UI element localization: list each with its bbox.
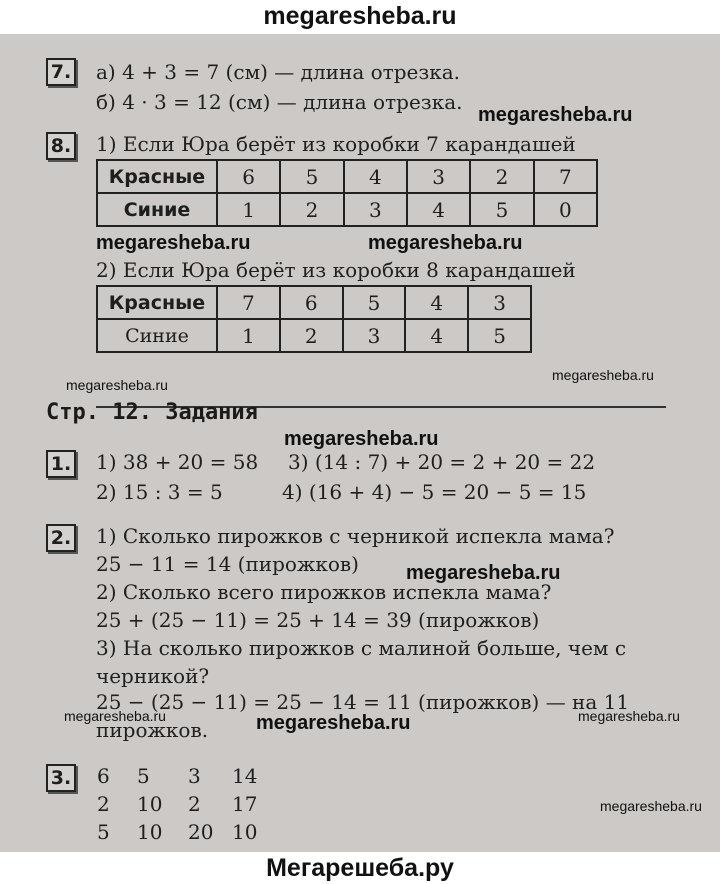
table-cell: 5 <box>343 286 406 319</box>
row-label-blue: Синие <box>97 319 217 352</box>
table-8-pencils <box>96 285 532 353</box>
watermark: megaresheba.ru <box>96 232 251 254</box>
task-1-expr-4: 4) (16 + 4) − 5 = 20 − 5 = 15 <box>282 480 587 504</box>
table-cell: 5 <box>280 160 343 193</box>
table-cell: 6 <box>217 160 280 193</box>
task-8-part-1: 1) Если Юра берёт из коробки 7 карандашей <box>96 132 576 156</box>
watermark: megaresheba.ru <box>406 562 561 584</box>
task-3-number: 3. <box>46 764 76 792</box>
grid-cell: 17 <box>232 792 258 816</box>
task-8-part-2: 2) Если Юра берёт из коробки 8 карандашей <box>96 258 576 282</box>
table-cell: 4 <box>405 319 468 352</box>
watermark: megaresheba.ru <box>64 708 166 724</box>
table-cell: 4 <box>407 193 470 226</box>
watermark: megaresheba.ru <box>600 798 702 814</box>
table-cell: 3 <box>468 286 531 319</box>
grid-cell: 5 <box>137 764 150 788</box>
grid-cell: 10 <box>137 792 163 816</box>
watermark: megaresheba.ru <box>256 712 411 734</box>
task-7-line-a: а) 4 + 3 = 7 (см) — длина отрезка. <box>96 60 461 84</box>
table-row <box>97 193 597 226</box>
table-row <box>97 286 531 319</box>
table-cell: 4 <box>344 160 407 193</box>
task-2-question-3-line-1: 3) На сколько пирожков с малиной больше, чем с <box>96 636 627 660</box>
grid-cell: 2 <box>188 792 201 816</box>
watermark: megaresheba.ru <box>368 232 523 254</box>
table-cell: 7 <box>534 160 597 193</box>
grid-cell: 10 <box>137 820 163 844</box>
table-cell: 7 <box>217 286 280 319</box>
watermark: megaresheba.ru <box>552 367 654 383</box>
table-cell: 2 <box>280 193 343 226</box>
grid-cell: 5 <box>97 820 110 844</box>
grid-cell: 20 <box>188 820 214 844</box>
task-2-answer-2: 25 + (25 − 11) = 25 + 14 = 39 (пирожков) <box>96 608 540 632</box>
task-2-answer-1: 25 − 11 = 14 (пирожков) <box>96 552 359 576</box>
task-2-question-2: 2) Сколько всего пирожков испекла мама? <box>96 580 552 604</box>
task-2-answer-3-line-2: пирожков. <box>96 718 209 742</box>
table-cell: 3 <box>407 160 470 193</box>
table-cell: 2 <box>470 160 533 193</box>
table-cell: 2 <box>280 319 343 352</box>
grid-cell: 14 <box>232 764 258 788</box>
task-1-number: 1. <box>46 450 76 478</box>
table-cell: 3 <box>344 193 407 226</box>
task-8-number: 8. <box>46 132 76 160</box>
grid-cell: 10 <box>232 820 258 844</box>
table-cell: 6 <box>280 286 343 319</box>
task-1-expr-2: 2) 15 : 3 = 5 <box>96 480 223 504</box>
watermark: megaresheba.ru <box>284 428 439 450</box>
task-2-number: 2. <box>46 524 76 552</box>
section-title: Стр. 12. Задания <box>46 400 258 425</box>
row-label-blue: Синие <box>97 193 217 226</box>
table-cell: 5 <box>468 319 531 352</box>
grid-cell: 2 <box>97 792 110 816</box>
task-2-question-1: 1) Сколько пирожков с черникой испекла мама? <box>96 524 615 548</box>
grid-cell: 6 <box>97 764 110 788</box>
watermark: megaresheba.ru <box>66 377 168 393</box>
watermark: megaresheba.ru <box>478 104 633 126</box>
task-1-expr-3: 3) (14 : 7) + 20 = 2 + 20 = 22 <box>288 450 596 474</box>
table-cell: 0 <box>534 193 597 226</box>
site-watermark-top: megaresheba.ru <box>263 2 457 30</box>
task-2-question-3-line-2: черникой? <box>96 664 210 688</box>
table-cell: 5 <box>470 193 533 226</box>
table-cell: 4 <box>405 286 468 319</box>
table-cell: 1 <box>217 193 280 226</box>
table-cell: 3 <box>343 319 406 352</box>
row-label-red: Красные <box>97 286 217 319</box>
table-cell: 1 <box>217 319 280 352</box>
table-7-pencils <box>96 159 598 227</box>
table-row <box>97 160 597 193</box>
task-7-line-b: б) 4 · 3 = 12 (см) — длина отрезка. <box>96 90 463 114</box>
task-2-answer-3-line-1: 25 − (25 − 11) = 25 − 14 = 11 (пирожков) — на 11 <box>96 690 630 714</box>
grid-cell: 3 <box>188 764 201 788</box>
row-label-red: Красные <box>97 160 217 193</box>
table-row <box>97 319 531 352</box>
watermark: megaresheba.ru <box>578 708 680 724</box>
task-1-expr-1: 1) 38 + 20 = 58 <box>96 450 259 474</box>
site-watermark-bottom: Мегарешеба.ру <box>266 854 454 882</box>
textbook-page <box>0 34 720 852</box>
task-7-number: 7. <box>46 58 76 86</box>
